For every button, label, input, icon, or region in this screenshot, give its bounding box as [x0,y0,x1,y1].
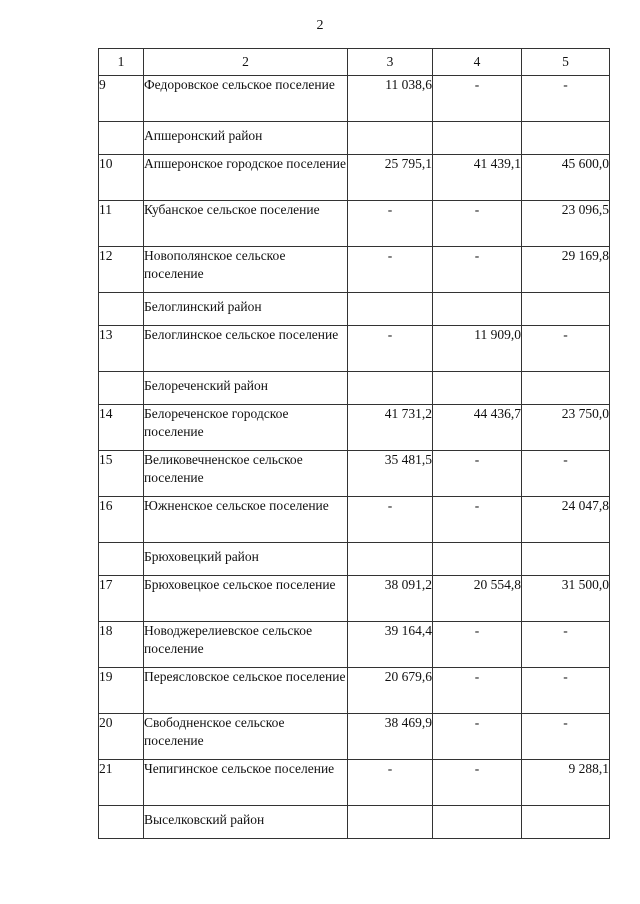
settlement-name-cell: Переясловское сельское поселение [144,668,348,714]
settlement-name-cell: Свободненское сельское поселение [144,714,348,760]
value-cell-c4: - [433,497,522,543]
district-row [99,293,610,326]
row-number-cell [99,293,144,326]
value-cell-c3: 38 091,2 [348,576,433,622]
value-cell [522,543,610,576]
table-body [99,49,610,839]
value-cell-c5: - [522,714,610,760]
value-cell-c3: - [348,201,433,247]
row-number-cell: 9 [99,76,144,122]
value-cell [348,122,433,155]
header-cell: 3 [348,49,433,76]
value-cell [348,806,433,839]
value-cell-c5: 23 096,5 [522,201,610,247]
table-row [99,326,610,372]
value-cell [348,372,433,405]
value-cell-c3: 39 164,4 [348,622,433,668]
settlement-name-cell: Брюховецкое сельское поселение [144,576,348,622]
row-number-cell: 10 [99,155,144,201]
value-cell-c4: - [433,451,522,497]
row-number-cell: 19 [99,668,144,714]
value-cell-c5: 45 600,0 [522,155,610,201]
table-row [99,155,610,201]
value-cell-c5: 29 169,8 [522,247,610,293]
row-number-cell [99,122,144,155]
row-number-cell: 20 [99,714,144,760]
row-number-cell: 15 [99,451,144,497]
row-number-cell: 17 [99,576,144,622]
value-cell-c4: - [433,760,522,806]
value-cell-c4: 41 439,1 [433,155,522,201]
district-name-cell: Белореченский район [144,372,348,405]
value-cell-c3: 11 038,6 [348,76,433,122]
district-row [99,806,610,839]
table-row [99,247,610,293]
row-number-cell: 12 [99,247,144,293]
table-header-row [99,49,610,76]
row-number-cell [99,543,144,576]
value-cell [433,372,522,405]
table-row [99,714,610,760]
row-number-cell: 18 [99,622,144,668]
value-cell-c3: 41 731,2 [348,405,433,451]
value-cell-c4: 44 436,7 [433,405,522,451]
settlement-name-cell: Кубанское сельское поселение [144,201,348,247]
value-cell [522,293,610,326]
table-row [99,76,610,122]
value-cell-c3: 38 469,9 [348,714,433,760]
table-row [99,576,610,622]
table-row [99,451,610,497]
value-cell-c3: 20 679,6 [348,668,433,714]
value-cell-c5: 24 047,8 [522,497,610,543]
district-row [99,543,610,576]
row-number-cell: 11 [99,201,144,247]
value-cell-c5: - [522,76,610,122]
settlement-name-cell: Южненское сельское поселение [144,497,348,543]
settlement-name-cell: Белоглинское сельское поселение [144,326,348,372]
district-row [99,122,610,155]
value-cell [348,543,433,576]
table-row [99,405,610,451]
header-cell: 2 [144,49,348,76]
value-cell-c5: - [522,451,610,497]
value-cell-c5: - [522,326,610,372]
row-number-cell [99,372,144,405]
value-cell-c5: 9 288,1 [522,760,610,806]
value-cell-c3: - [348,760,433,806]
value-cell [522,372,610,405]
value-cell-c5: 23 750,0 [522,405,610,451]
value-cell-c4: 11 909,0 [433,326,522,372]
district-name-cell: Белоглинский район [144,293,348,326]
page-number: 2 [316,18,324,33]
subsidy-table [98,48,610,839]
table-row [99,622,610,668]
value-cell-c5: 31 500,0 [522,576,610,622]
header-cell: 5 [522,49,610,76]
table-row [99,760,610,806]
settlement-name-cell: Новополянское сельское поселение [144,247,348,293]
value-cell-c4: - [433,247,522,293]
row-number-cell: 16 [99,497,144,543]
value-cell [522,122,610,155]
row-number-cell: 13 [99,326,144,372]
value-cell-c4: - [433,201,522,247]
value-cell-c4: - [433,76,522,122]
header-cell: 4 [433,49,522,76]
value-cell-c4: 20 554,8 [433,576,522,622]
settlement-name-cell: Чепигинское сельское поселение [144,760,348,806]
value-cell [433,806,522,839]
header-cell: 1 [99,49,144,76]
value-cell [522,806,610,839]
table-row [99,201,610,247]
value-cell-c4: - [433,714,522,760]
value-cell-c4: - [433,622,522,668]
settlement-name-cell: Великовечненское сельское поселение [144,451,348,497]
district-name-cell: Выселковский район [144,806,348,839]
value-cell-c3: - [348,247,433,293]
value-cell-c3: 25 795,1 [348,155,433,201]
value-cell-c5: - [522,622,610,668]
value-cell-c3: 35 481,5 [348,451,433,497]
row-number-cell: 21 [99,760,144,806]
settlement-name-cell: Апшеронское городское поселение [144,155,348,201]
row-number-cell: 14 [99,405,144,451]
value-cell-c3: - [348,326,433,372]
value-cell-c3: - [348,497,433,543]
district-name-cell: Брюховецкий район [144,543,348,576]
row-number-cell [99,806,144,839]
value-cell [433,122,522,155]
district-row [99,372,610,405]
table-row [99,497,610,543]
settlement-name-cell: Федоровское сельское поселение [144,76,348,122]
settlement-name-cell: Новоджерелиевское сельское поселение [144,622,348,668]
value-cell [348,293,433,326]
district-name-cell: Апшеронский район [144,122,348,155]
value-cell [433,543,522,576]
value-cell [433,293,522,326]
settlement-name-cell: Белореченское городское поселение [144,405,348,451]
value-cell-c5: - [522,668,610,714]
value-cell-c4: - [433,668,522,714]
table-row [99,668,610,714]
